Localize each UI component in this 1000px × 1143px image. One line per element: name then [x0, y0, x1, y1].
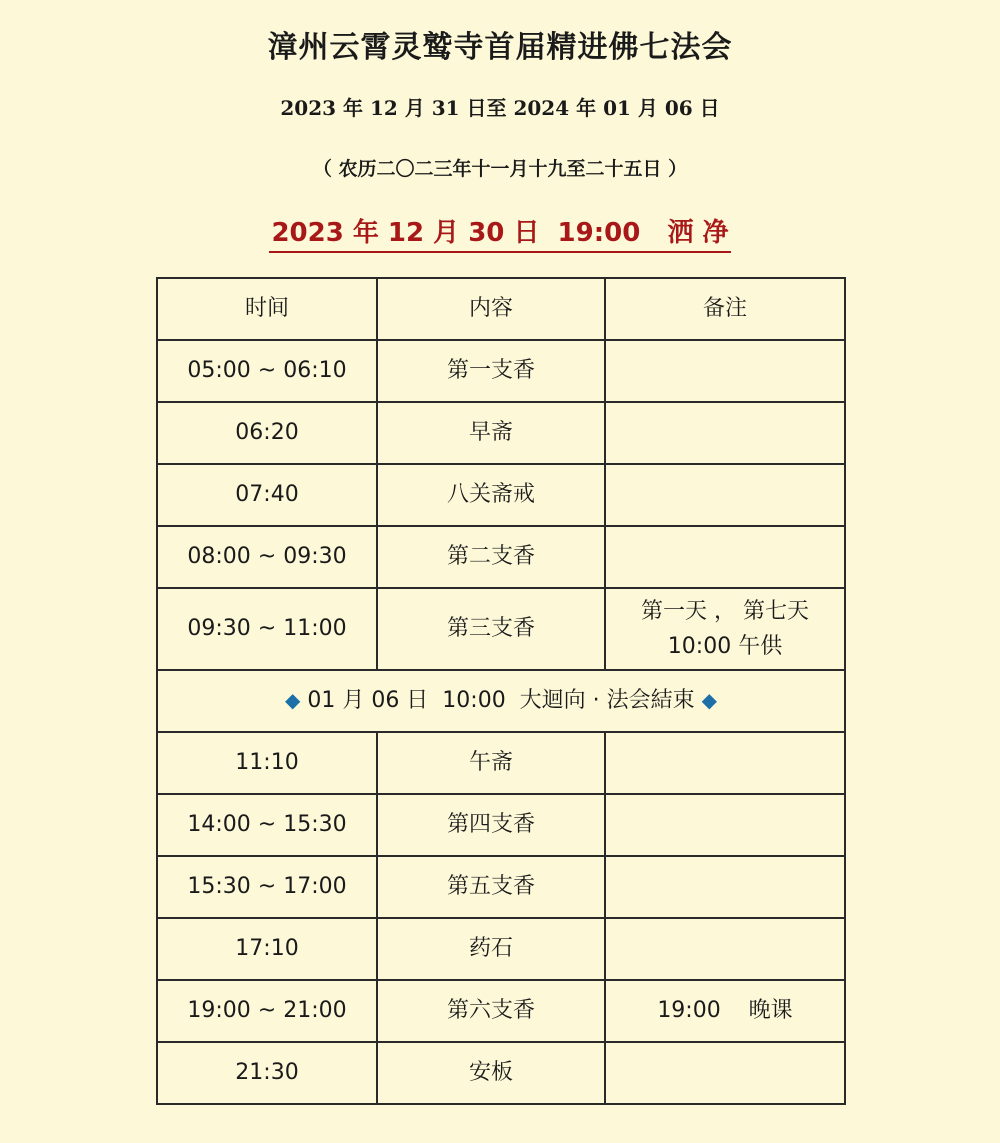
table-row	[157, 1042, 845, 1104]
note-cell	[605, 340, 845, 402]
table-row	[157, 526, 845, 588]
time-cell: 08:00 ~ 09:30	[157, 526, 377, 588]
content-cell: 午斋	[377, 732, 605, 794]
note-cell	[605, 402, 845, 464]
time-cell: 21:30	[157, 1042, 377, 1104]
note-cell	[605, 794, 845, 856]
table-row	[157, 732, 845, 794]
time-cell: 09:30 ~ 11:00	[157, 588, 377, 670]
lunar-date-range: （ 农历二〇二三年十一月十九至二十五日 ）	[312, 158, 688, 180]
header-note: 备注	[605, 278, 845, 340]
diamond-icon: ◆	[701, 688, 718, 713]
date-range: 2023 年 12 月 31 日至 2024 年 01 月 06 日	[280, 96, 720, 120]
content-cell: 第三支香	[377, 588, 605, 670]
note-cell	[605, 588, 845, 670]
note-line-offering: 10:00 午供	[667, 634, 783, 659]
content-cell: 安板	[377, 1042, 605, 1104]
table-header-row	[157, 278, 845, 340]
time-cell: 19:00 ~ 21:00	[157, 980, 377, 1042]
table-row	[157, 856, 845, 918]
note-cell	[605, 464, 845, 526]
diamond-icon: ◆	[284, 688, 301, 713]
table-row	[157, 980, 845, 1042]
table-row	[157, 402, 845, 464]
content-cell: 第六支香	[377, 980, 605, 1042]
note-cell	[605, 732, 845, 794]
note-cell	[605, 918, 845, 980]
table-row	[157, 588, 845, 670]
time-cell: 07:40	[157, 464, 377, 526]
header-time: 时间	[157, 278, 377, 340]
time-cell: 11:10	[157, 732, 377, 794]
note-cell	[605, 856, 845, 918]
time-cell: 17:10	[157, 918, 377, 980]
table-row	[157, 464, 845, 526]
table-row	[157, 918, 845, 980]
note-cell	[605, 1042, 845, 1104]
banner-text: 01 月 06 日 10:00 大迴向 · 法会結束	[300, 688, 702, 714]
time-cell: 06:20	[157, 402, 377, 464]
content-cell: 早斋	[377, 402, 605, 464]
banner-row	[157, 670, 845, 732]
header-content: 内容	[377, 278, 605, 340]
time-cell: 05:00 ~ 06:10	[157, 340, 377, 402]
dedication-banner	[157, 670, 845, 732]
note-cell	[605, 526, 845, 588]
content-cell: 第二支香	[377, 526, 605, 588]
content-cell: 第一支香	[377, 340, 605, 402]
purification-ceremony-notice: 2023 年 12 月 30 日 19:00 洒 净	[269, 212, 730, 253]
time-cell: 15:30 ~ 17:00	[157, 856, 377, 918]
table-row	[157, 794, 845, 856]
note-line-days: 第一天 ， 第七天	[641, 598, 809, 624]
time-cell: 14:00 ~ 15:30	[157, 794, 377, 856]
table-row	[157, 340, 845, 402]
content-cell: 第四支香	[377, 794, 605, 856]
content-cell: 八关斋戒	[377, 464, 605, 526]
note-cell: 19:00 晚课	[605, 980, 845, 1042]
schedule-table	[156, 277, 846, 1105]
content-cell: 第五支香	[377, 856, 605, 918]
page-title: 漳州云霄灵鹫寺首届精进佛七法会	[267, 30, 733, 65]
content-cell: 药石	[377, 918, 605, 980]
ceremony-highlight-wrap	[0, 212, 1000, 253]
